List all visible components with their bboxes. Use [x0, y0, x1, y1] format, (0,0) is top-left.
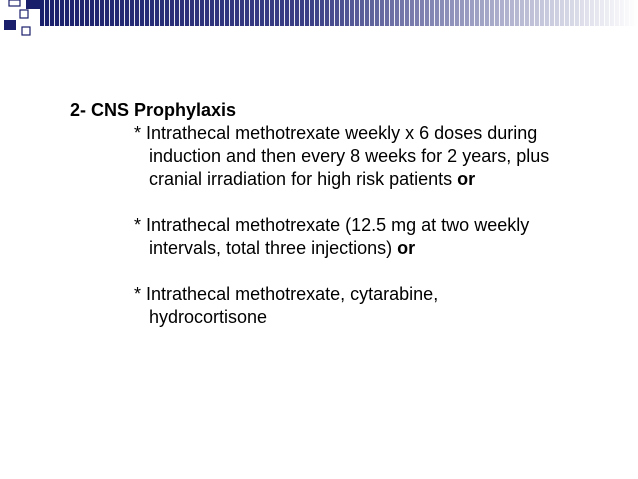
bullet-line: hydrocortisone: [149, 307, 268, 327]
bullet-text: Intrathecal methotrexate (12.5 mg at two weekly: [146, 215, 530, 235]
header-decoration: [0, 0, 638, 40]
bullet-item: [134, 283, 630, 329]
gradient-stripe-band: [0, 0, 638, 40]
bullet-text: Intrathecal methotrexate, cytarabine,: [146, 284, 439, 304]
corner-square-icon: [20, 10, 28, 18]
connector-word: or: [397, 238, 416, 258]
slide-heading: 2- CNS Prophylaxis: [70, 100, 237, 120]
bullet-marker: *: [134, 284, 142, 304]
bullet-marker: *: [134, 123, 142, 143]
bullet-line: induction and then every 8 weeks for 2 years, plus: [149, 146, 550, 166]
corner-square-icon: [22, 27, 30, 35]
bullet-item: [134, 214, 630, 260]
corner-square-icon: [9, 0, 20, 6]
slide-body: [70, 99, 630, 329]
bullet-line: [149, 237, 630, 260]
bullet-line-first: [134, 283, 630, 306]
bullet-item: [134, 122, 630, 191]
bullet-text: cranial irradiation for high risk patients: [149, 169, 453, 189]
corner-square-icon: [26, 0, 40, 9]
bullet-text: intervals, total three injections): [149, 238, 393, 258]
bullet-marker: *: [134, 215, 142, 235]
connector-word: or: [457, 169, 476, 189]
corner-square-icon: [4, 20, 16, 30]
bullet-line: [149, 168, 630, 191]
bullet-text: Intrathecal methotrexate weekly x 6 doses during: [146, 123, 538, 143]
bullet-line-first: [134, 214, 630, 237]
bullet-line-first: [134, 122, 630, 145]
